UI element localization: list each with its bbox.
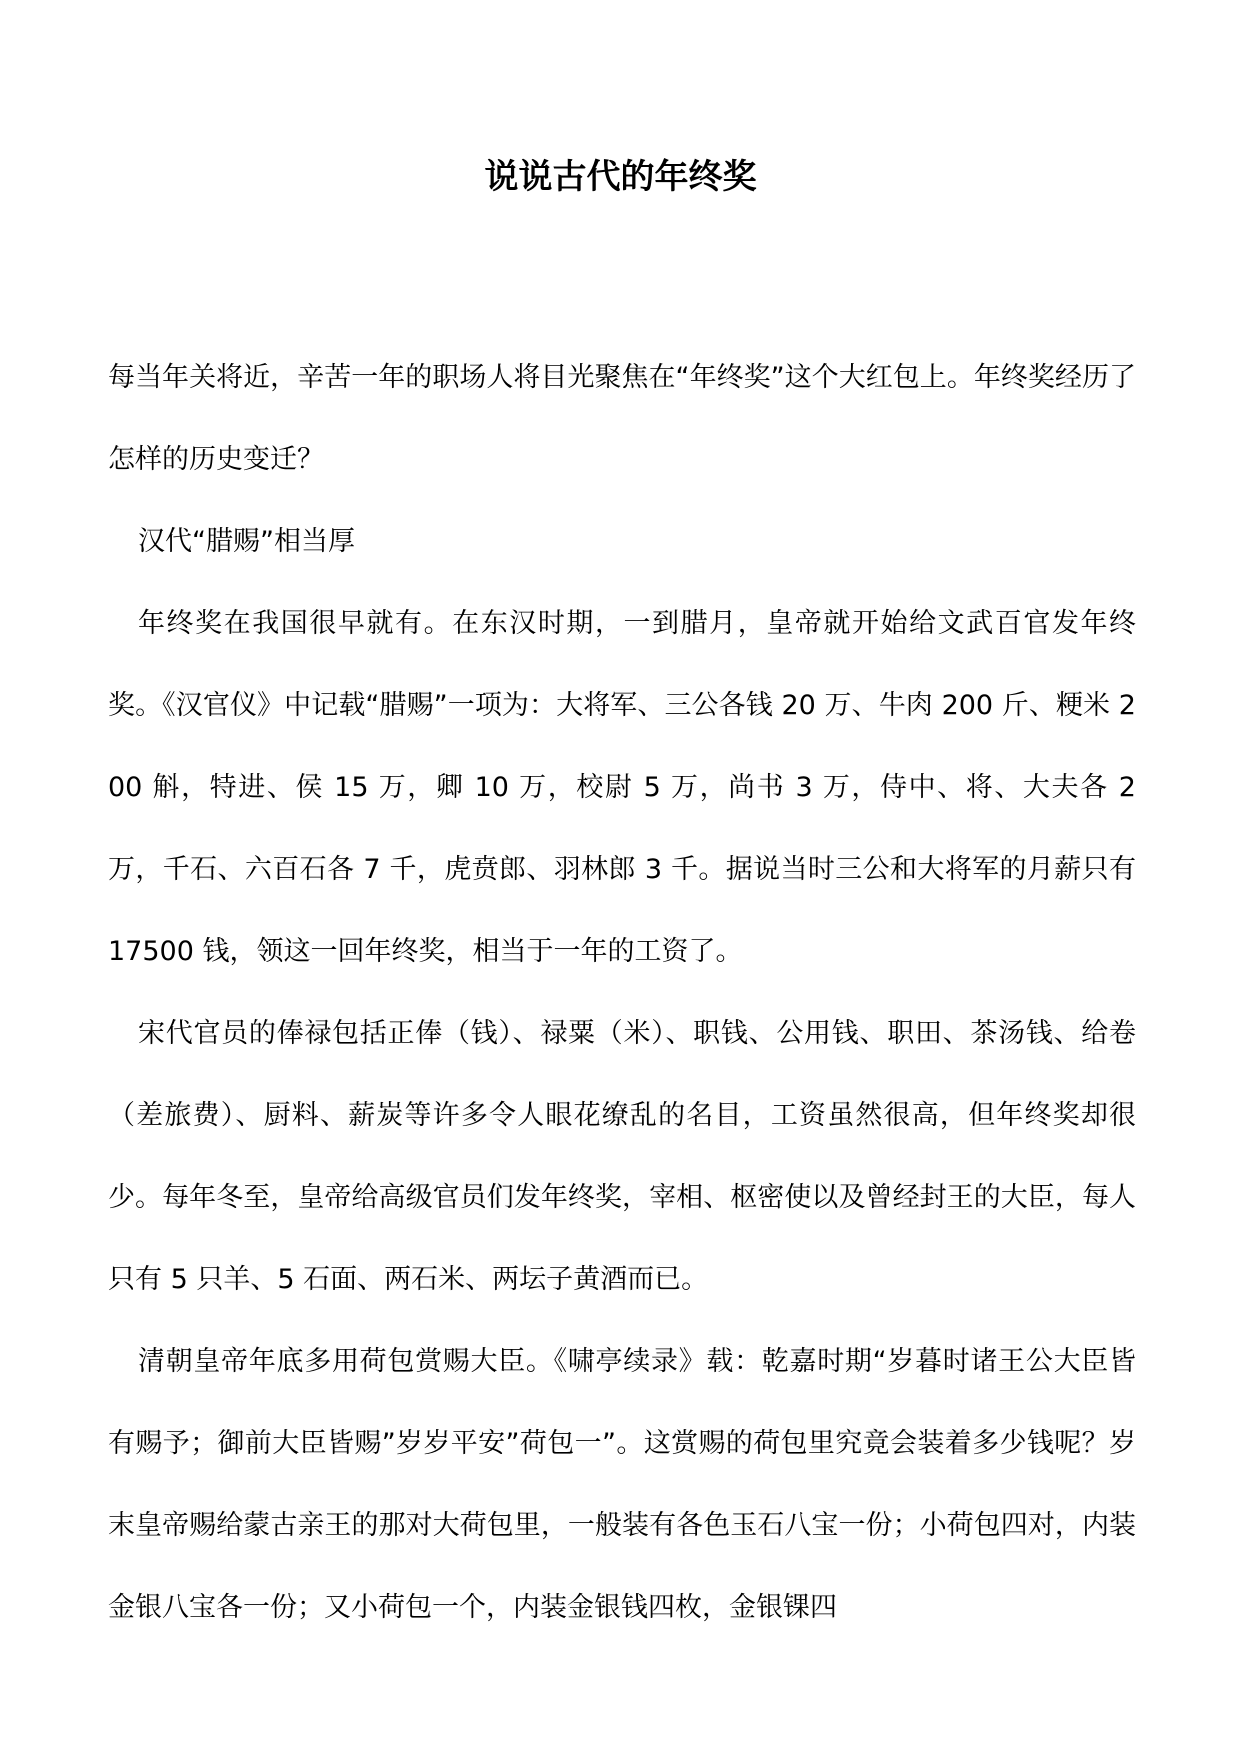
document-title: 说说古代的年终奖: [484, 157, 757, 197]
paragraph-han: 年终奖在我国很早就有。在东汉时期，一到腊月，皇帝就开始给文武百官发年终奖。《汉官仪》中记载“腊赐”一项为：大将军、三公各钱 20 万、牛肉 200 斤、粳米 200 斛，特进、侯 15 万，卿 10 万，校尉 5 万，尚书 3 万，侍中、将、大夫各 2 万，千石、六百石各 7 千，虎贲郎、羽林郎 3 千。据说当时三公和大将军的月薪只有 17500 钱，领这一回年终奖，相当于一年的工资了。: [108, 608, 1136, 967]
section-heading-han: 汉代“腊赐”相当厚: [138, 526, 355, 557]
paragraph-qing: 清朝皇帝年底多用荷包赏赐大臣。《啸亭续录》载：乾嘉时期“岁暮时诸王公大臣皆有赐予；御前大臣皆赐”岁岁平安”荷包一”。这赏赐的荷包里究竟会装着多少钱呢？岁末皇帝赐给蒙古亲王的那对大荷包里，一般装有各色玉石八宝一份；小荷包四对，内装金银八宝各一份；又小荷包一个，内装金银钱四枚，金银锞四: [108, 1346, 1136, 1623]
paragraph-song: 宋代官员的俸禄包括正俸（钱）、禄粟（米）、职钱、公用钱、职田、茶汤钱、给卷（差旅费）、厨料、薪炭等许多令人眼花缭乱的名目，工资虽然很高，但年终奖却很少。每年冬至，皇帝给高级官员们发年终奖，宰相、枢密使以及曾经封王的大臣，每人只有 5 只羊、5 石面、两石米、两坛子黄酒而已。: [108, 1018, 1136, 1295]
paragraph-intro: 每当年关将近，辛苦一年的职场人将目光聚焦在“年终奖”这个大红包上。年终奖经历了怎样的历史变迁？: [108, 362, 1136, 475]
document-body: [108, 337, 1136, 1649]
